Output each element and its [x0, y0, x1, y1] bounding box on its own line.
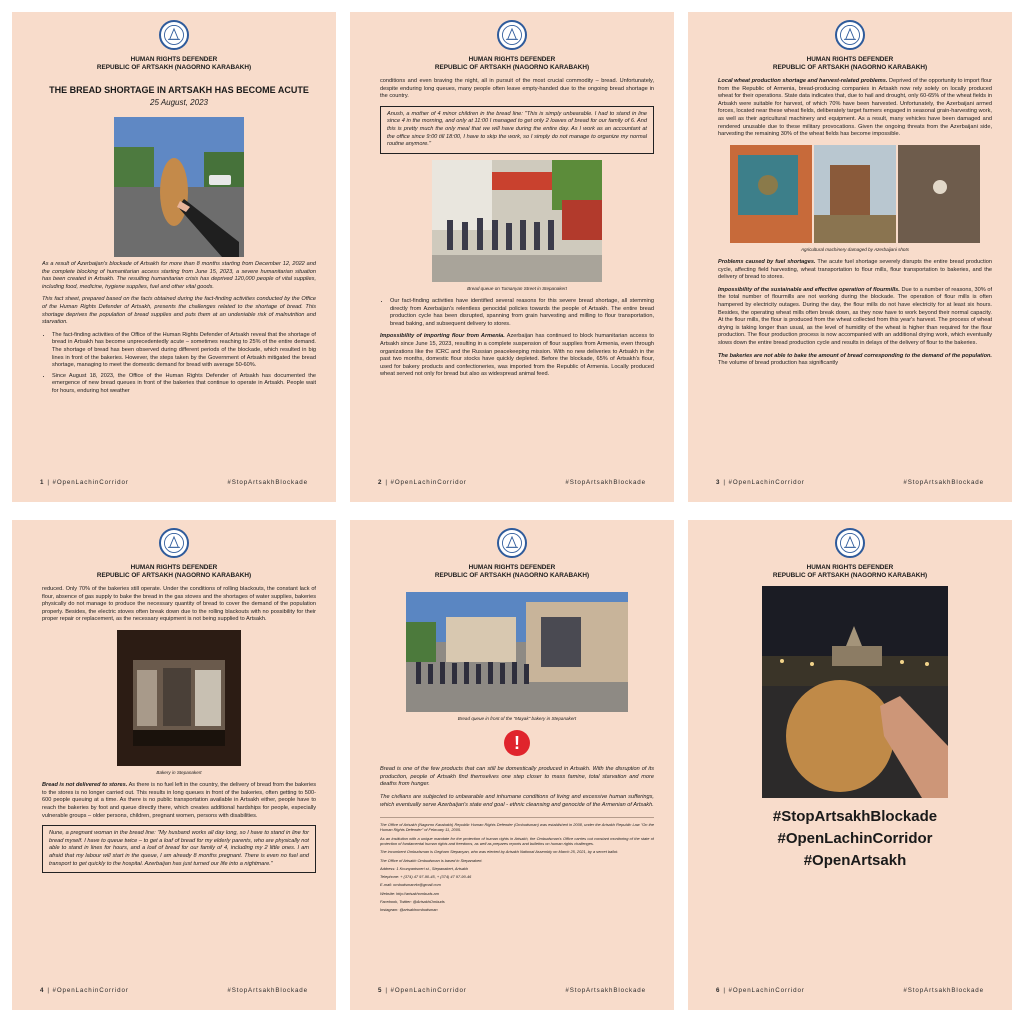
- section-heading: Impossibility of importing flour from Armenia.: [380, 333, 505, 340]
- page-footer: [716, 479, 984, 486]
- page-number: 4: [40, 987, 45, 994]
- footer-tag-blockade: #StopArtsakhBlockade: [565, 479, 646, 486]
- findings-list: [42, 332, 316, 396]
- section-text: As there is no fuel left in the country, the delivery of bread from the bakeries to the stores is no longer carried out. This results in long queues in front of the bakeries, often getting to 500-600 people queuing at a time. As there is no public transportation available in Artsakh either, people have to reach the bakeries by foot and queue directly there, which creates additional hardships for people, especially vulnerable groups – older persons, children, pregnant women, persons with disabilities.: [42, 782, 316, 819]
- org-header: [350, 56, 674, 73]
- page-body: [718, 78, 992, 468]
- footer-sep: |: [47, 479, 50, 486]
- section-heading: Local wheat production shortage and harvest-related problems.: [718, 78, 888, 84]
- about-ombudsman: The incumbent Ombudsman is Gegham Stepanyan, who was elected by Artsakh National Assembly on March 25, 2021, by a secret ballot.: [380, 849, 619, 855]
- org-line1: HUMAN RIGHTS DEFENDER: [468, 564, 556, 571]
- photo-caption: Agricultural machinery damaged by Azerbaijani shots: [800, 246, 910, 252]
- contact-instagram[interactable]: Instagram: @artsakhombudsman: [380, 907, 438, 913]
- document-title: THE BREAD SHORTAGE IN ARTSAKH HAS BECOME ACUTE: [49, 85, 309, 95]
- footer-tag-lachin: #OpenLachinCorridor: [390, 479, 467, 486]
- page-1: [12, 12, 336, 502]
- para-continued: conditions and even braving the night, all in pursuit of the most crucial commodity – bread. Unfortunately, despite enduring long queues, many people often leave empty-handed due to the ongoing bread shortage in the country.: [380, 78, 654, 100]
- page-6: [688, 520, 1012, 1010]
- org-line2: REPUBLIC OF ARTSAKH (NAGORNO KARABAKH): [96, 64, 252, 72]
- para-civilians: The civilians are subjected to unbearable and inhumane conditions of living and excessive human sufferings, which eventually serve Azerbaijan's state end goal - ethnic cleansing and genocide of the Armenian of Artsakh.: [380, 794, 654, 808]
- page-body: [718, 586, 992, 976]
- footer-sep: |: [723, 479, 726, 486]
- page-footer: [40, 987, 308, 994]
- ombudsman-seal-icon: [835, 20, 865, 50]
- footer-sep: |: [385, 479, 388, 486]
- org-line1: HUMAN RIGHTS DEFENDER: [468, 56, 556, 63]
- section-heading: Bread is not delivered to stores.: [42, 782, 128, 789]
- ombudsman-seal-icon: [497, 20, 527, 50]
- ombudsman-seal-icon: [835, 528, 865, 558]
- para-bread-production: Bread is one of the few products that can still be domestically produced in Artsakh. With the disruption of its production, people of Artsakh find themselves one step closer to mass famine, total starvation and more deaths from hunger.: [380, 766, 654, 788]
- section-text: Deprived of the opportunity to import flour from the Republic of Armenia, bread-producing companies in Artsakh now rely solely on locally produced wheat for their operations. State data indicates that, due to hail and drought, only 60-65% of the wheat fields in Artsakh were suitable for harvest, of which 70% have been harvested. Unfortunately, the Azerbaijani armed forces, located near these wheat fields, deliberately target farmers engaged in seasonal grain-harvesting work, as well as their agricultural machinery and equipment. As a result, many vehicles have been damaged and rendered unusable due to these military provocations. Given the ongoing threats from the Azerbaijani side, harvesting the remaining 30% of the wheat fields has become impossible.: [718, 78, 992, 138]
- page-number: 3: [716, 479, 721, 486]
- quote-anush: Anush, a mother of 4 minor children in the bread line: "This is simply unbearable. I had to stand in line since 4 in the morning, and only at 11:00 I managed to get only 2 loaves of bread for our family of 6. And this is pretty much the only meal that we will have during the entire day. As I work as an accountant at the office since 9:00 till 18:00, I have to skip the work, so I simply do not manage to organize my normal routine anymore.": [380, 106, 654, 154]
- ombudsman-seal-icon: [159, 528, 189, 558]
- footer-tag-blockade: #StopArtsakhBlockade: [903, 987, 984, 994]
- section-text: Azerbaijan has continued to block humanitarian access to Artsakh since June 15, 2023, resulting in a complete suspension of flour supplies from Armenia, even through organizations like the ICRC and the Russian peacekeeping mission. With no new deliveries to Artsakh in the past two months, domestic flour stocks have quickly depleted. Before the blockade, 65% of Artsakh's flour, used for bakery products and confectioneries, was imported from the Republic of Armenia. Locally produced wheat served not only for bread but also as widespread animal feed.: [380, 333, 654, 378]
- page-number: 1: [40, 479, 45, 486]
- org-line1: HUMAN RIGHTS DEFENDER: [806, 56, 894, 63]
- bread-in-hand-photo: [114, 117, 244, 257]
- footer-tag-lachin: #OpenLachinCorridor: [728, 987, 805, 994]
- damaged-machinery-photo: [730, 145, 980, 243]
- footer-tag-lachin: #OpenLachinCorridor: [390, 987, 467, 994]
- page-4: [12, 520, 336, 1010]
- bakery-photo: [117, 630, 241, 766]
- org-header: [688, 56, 1012, 73]
- page-number: 5: [378, 987, 383, 994]
- contact-website[interactable]: Website: http://artsakhombuds.am: [380, 890, 439, 896]
- org-line2: REPUBLIC OF ARTSAKH (NAGORNO KARABAKH): [772, 572, 928, 580]
- reasons-list: [380, 298, 654, 328]
- list-item: • The fact-finding activities of the Office of the Human Rights Defender of Artsakh reveal that the shortage of bread in Artsakh has become unprecedentedly acute – sometimes reaching to 25% of the entire demand. The shortage of bread has been observed during different periods of the blockade, which resulted in big lines in front of the bakeries. However, the steps taken by the Government of Artsakh mitigated the bread shortage, managing to meet the domestic demand for bread with average 50-60%.: [52, 332, 316, 370]
- footer-tag-lachin: #OpenLachinCorridor: [728, 479, 805, 486]
- footer-tag-lachin: #OpenLachinCorridor: [52, 987, 129, 994]
- photo-caption: Bread queue on Tumanyan Street in Stepanakert: [467, 285, 567, 291]
- footer-sep: |: [723, 987, 726, 994]
- about-office: The Office of Artsakh (Nagorno Karabakh) Republic Human Rights Defender (Ombudsman) was established in 2008, under the Artsakh Republic Law "On the Human Rights Defender" of February 11, 2005.: [380, 822, 654, 833]
- quote-nune: Nune, a pregnant woman in the bread line: "My husband works all day long, so I have to stand in line for bread myself. I have to queue twice – to get a loaf of bread for my elderly parents, who are physically not able to stand in lines for hours, and a loaf of bread for our family of 4, including my 2 little ones. I am afraid that my labour will start in the queue, I am already 8 months pregnant. There is even no fuel and transport to get quickly to the hospital. Azerbaijan has just turned our life into a nightmare.": [42, 825, 316, 873]
- org-line1: HUMAN RIGHTS DEFENDER: [130, 56, 218, 63]
- page-body: [42, 78, 316, 468]
- footer-tag-lachin: #OpenLachinCorridor: [52, 479, 129, 486]
- footer-sep: |: [385, 987, 388, 994]
- mayak-bakery-queue-photo: [406, 592, 628, 712]
- org-line2: REPUBLIC OF ARTSAKH (NAGORNO KARABAKH): [434, 64, 590, 72]
- contact-email[interactable]: E-mail: ombudsmanrkr@gmail.com: [380, 882, 441, 888]
- org-header: [350, 564, 674, 581]
- para-factsheet: This fact sheet, prepared based on the facts obtained during the fact-finding activities conducted by the Office of the Human Rights Defender of Artsakh, presents the challenges related to the shortage of bread. This shortage deprives the population of bread supplies and puts them at an undeniable risk of malnutrition and starvation.: [42, 296, 316, 326]
- para-intro: As a result of Azerbaijan's blockade of Artsakh for more than 8 months starting from December 12, 2022 and the complete blocking of humanitarian access starting from June 15, 2023, a severe humanitarian situation has been created in Artsakh. The resulting humanitarian crisis has deprived 120,000 people of vital supplies, including food, medicine, hygiene supplies, fuel and other vital goods.: [42, 261, 316, 290]
- page-footer: [378, 987, 646, 994]
- org-header: [12, 564, 336, 581]
- ombudsman-seal-icon: [497, 528, 527, 558]
- footer-sep: |: [47, 987, 50, 994]
- list-item: • Since August 18, 2023, the Office of the Human Rights Defender of Artsakh has documented the emergence of new bread queues in front of the bakeries that continue to operate in Artsakh. People wait for hours, enduring hot weather: [52, 373, 316, 396]
- footer-tag-blockade: #StopArtsakhBlockade: [227, 987, 308, 994]
- section-text: The volume of bread production has significantly: [718, 360, 839, 367]
- page-2: [350, 12, 674, 502]
- ombudsman-seal-icon: [159, 20, 189, 50]
- about-mandate: As an institution with a unique mandate for the protection of human rights in Artsakh, the Ombudsman's Office carries out constant monitoring of the state of protection of fundamental human rights and freedoms, as well as prepares reports and bulletins on human rights challenges.: [380, 835, 654, 846]
- footer-tag-blockade: #StopArtsakhBlockade: [565, 987, 646, 994]
- page-body: [380, 78, 654, 468]
- page-footer: [40, 479, 308, 486]
- photo-caption: Bread queue in front of the "Mayak" bakery in Stepanakert: [457, 716, 577, 721]
- contact-address: Address: 1 Knunyantsneri st., Stepanakert, Artsakh: [380, 865, 469, 871]
- page-body: [380, 586, 654, 976]
- page-footer: [378, 479, 646, 486]
- page-number: 2: [378, 479, 383, 486]
- contact-telephone: Telephone: + (374) 47 97-90-45, + (374) 47 97-90-46: [380, 874, 472, 880]
- page-body: [42, 586, 316, 976]
- page-footer: [716, 987, 984, 994]
- photo-caption: Bakery in Stepanakert: [156, 769, 202, 775]
- para-continued: reduced. Only 70% of the bakeries still operate. Under the conditions of rolling blackouts, the constant lack of flour, absence of gas supply to bake the bread in the gas stoves and the shortages of water supplies, bakeries physically do not manage to produce the necessary quantity of bread to cover the demand of the population properly. Besides, the electric stoves often break down due to the rolling blackouts with no possibility for their proper repair or replacement, as the necessary equipment is not being supplied to Artsakh.: [42, 586, 316, 623]
- hashtag-stop-blockade[interactable]: #StopArtsakhBlockade: [772, 808, 938, 825]
- document-date: 25 August, 2023: [150, 98, 208, 108]
- org-header: [12, 56, 336, 73]
- hashtag-block: [718, 806, 992, 871]
- org-line1: HUMAN RIGHTS DEFENDER: [130, 564, 218, 571]
- section-heading: Impossibility of the sustainable and effective operation of flourmills.: [718, 286, 900, 293]
- org-header: [688, 564, 1012, 581]
- footer-tag-blockade: #StopArtsakhBlockade: [903, 479, 984, 486]
- page-3: [688, 12, 1012, 502]
- bread-queue-tumanyan-photo: [432, 160, 602, 282]
- bread-at-night-photo: [762, 586, 948, 798]
- alert-icon: !: [504, 730, 530, 756]
- section-heading: Problems caused by fuel shortages.: [718, 258, 816, 265]
- section-text: The acute fuel shortage severely disrupts the entire bread production cycle, affecting field harvesting, wheat transportation to flour mills, flour transportation to bakeries, and the delivery of bread to stores.: [718, 258, 992, 281]
- divider: [380, 817, 654, 818]
- section-text: Due to a number of reasons, 30% of the total number of flourmills are not working during the blockade. The operation of flour mills is often hampered by electricity outages. During the day, the flour mills do not have electricity for at least six hours. Besides, the operating wheat mills often break down, as they now have to work beyond their normal capacity. At the flour mills, the flour is produced from the wheat collected from this year's harvest. The process of wheat drying is taking longer than usual, as the level of humidity of the wheat is higher than required for the flour production. The flour production process is now accompanied with an additional drying work, which eventually slows down the entire bread production cycle and results in delays of the delivery of flour to the bakeries.: [718, 286, 992, 346]
- contact-social[interactable]: Facebook, Twitter: @ArtsakhOmbuds: [380, 898, 445, 904]
- contact-intro: The Office of Artsakh Ombudsman is based in Stepanakert.: [380, 857, 483, 863]
- section-heading: The bakeries are not able to bake the amount of bread corresponding to the demand of the population.: [718, 352, 992, 359]
- org-line2: REPUBLIC OF ARTSAKH (NAGORNO KARABAKH): [434, 572, 590, 580]
- list-item: • Our fact-finding activities have identified several reasons for this severe bread shortage, all stemming directly from Azerbaijan's relentless genocidal policies towards the people of Artsakh. The entire bread production cycle has been disrupted, spanning from grain harvesting and milling to flour transportation, bread baking, and subsequent delivery to stores.: [390, 298, 654, 328]
- org-line2: REPUBLIC OF ARTSAKH (NAGORNO KARABAKH): [772, 64, 928, 72]
- org-line2: REPUBLIC OF ARTSAKH (NAGORNO KARABAKH): [96, 572, 252, 580]
- hashtag-open-lachin[interactable]: #OpenLachinCorridor: [777, 829, 933, 847]
- org-line1: HUMAN RIGHTS DEFENDER: [806, 564, 894, 571]
- page-5: [350, 520, 674, 1010]
- hashtag-open-artsakh[interactable]: #OpenArtsakh: [803, 851, 907, 869]
- page-number: 6: [716, 987, 721, 994]
- footer-tag-blockade: #StopArtsakhBlockade: [227, 479, 308, 486]
